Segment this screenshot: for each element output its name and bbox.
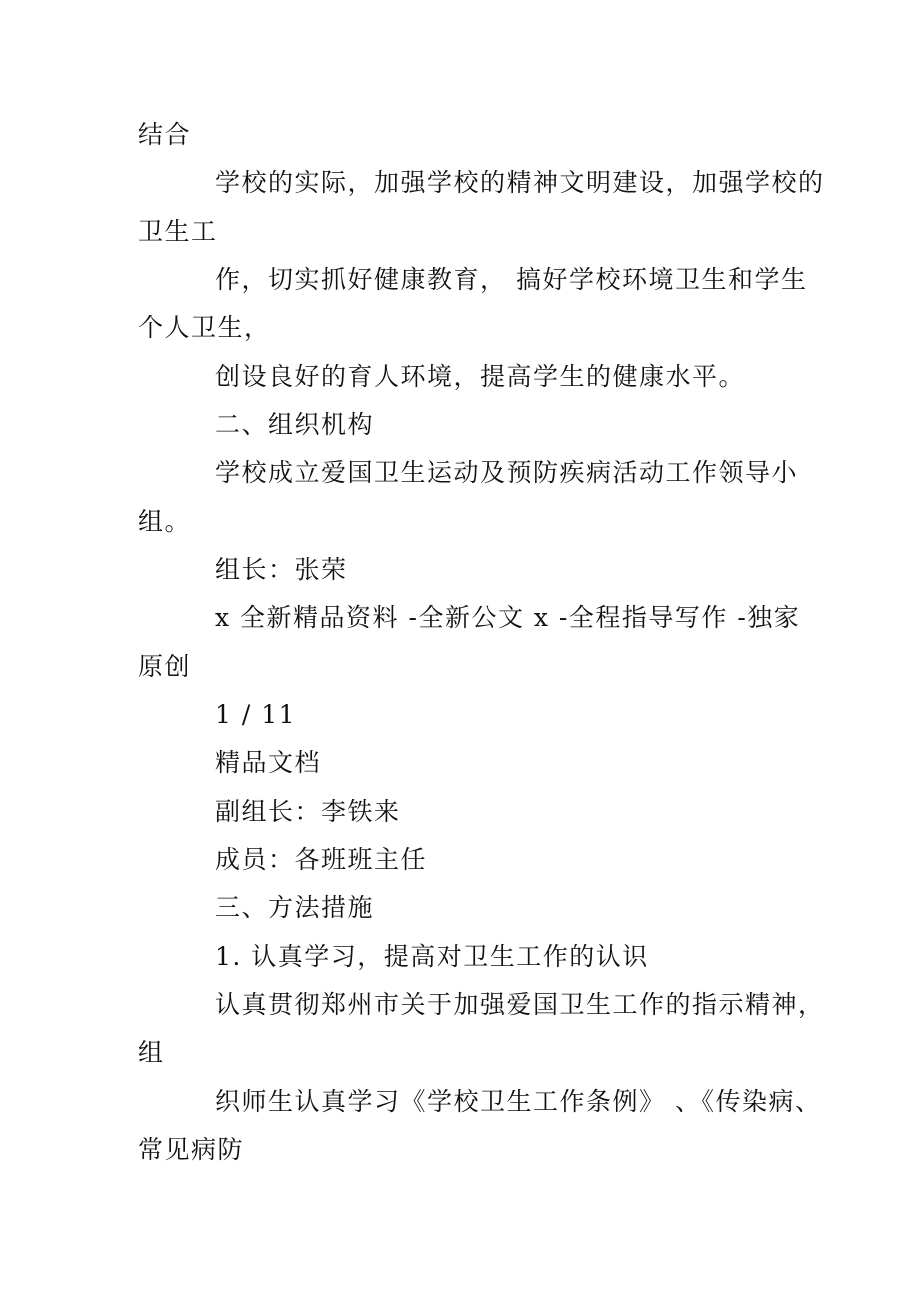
- text-line: 织师生认真学习《学校卫生工作条例》 、《传染病、: [215, 1087, 822, 1116]
- text-line: 卫生工: [138, 217, 218, 246]
- text-line: 认真贯彻郑州市关于加强爱国卫生工作的指示精神，: [215, 990, 825, 1019]
- text-line: 原创: [138, 652, 192, 681]
- page-number: 1 / 11: [215, 700, 297, 729]
- text-line: 学校的实际，加强学校的精神文明建设，加强学校的: [215, 168, 825, 197]
- section-heading: 三、方法措施: [215, 893, 375, 922]
- section-heading: 二、组织机构: [215, 410, 375, 439]
- text-line: 作，切实抓好健康教育， 搞好学校环境卫生和学生: [215, 265, 808, 294]
- text-line: 精品文档: [215, 748, 322, 777]
- subsection-heading: 1. 认真学习，提高对卫生工作的认识: [215, 942, 649, 971]
- text-line: 副组长：李铁来: [215, 797, 401, 826]
- text-line: 成员：各班班主任: [215, 845, 428, 874]
- text-line: 创设良好的育人环境，提高学生的健康水平。: [215, 362, 746, 391]
- text-line: 常见病防: [138, 1135, 245, 1164]
- text-line: 组。: [138, 507, 192, 536]
- text-line: 个人卫生，: [138, 313, 271, 342]
- text-line: 组长：张荣: [215, 555, 348, 584]
- text-line: 学校成立爱国卫生运动及预防疾病活动工作领导小: [215, 458, 799, 487]
- text-line: 组: [138, 1038, 165, 1067]
- text-line: 结合: [138, 120, 192, 149]
- text-line: x 全新精品资料 -全新公文 x -全程指导写作 -独家: [215, 603, 801, 632]
